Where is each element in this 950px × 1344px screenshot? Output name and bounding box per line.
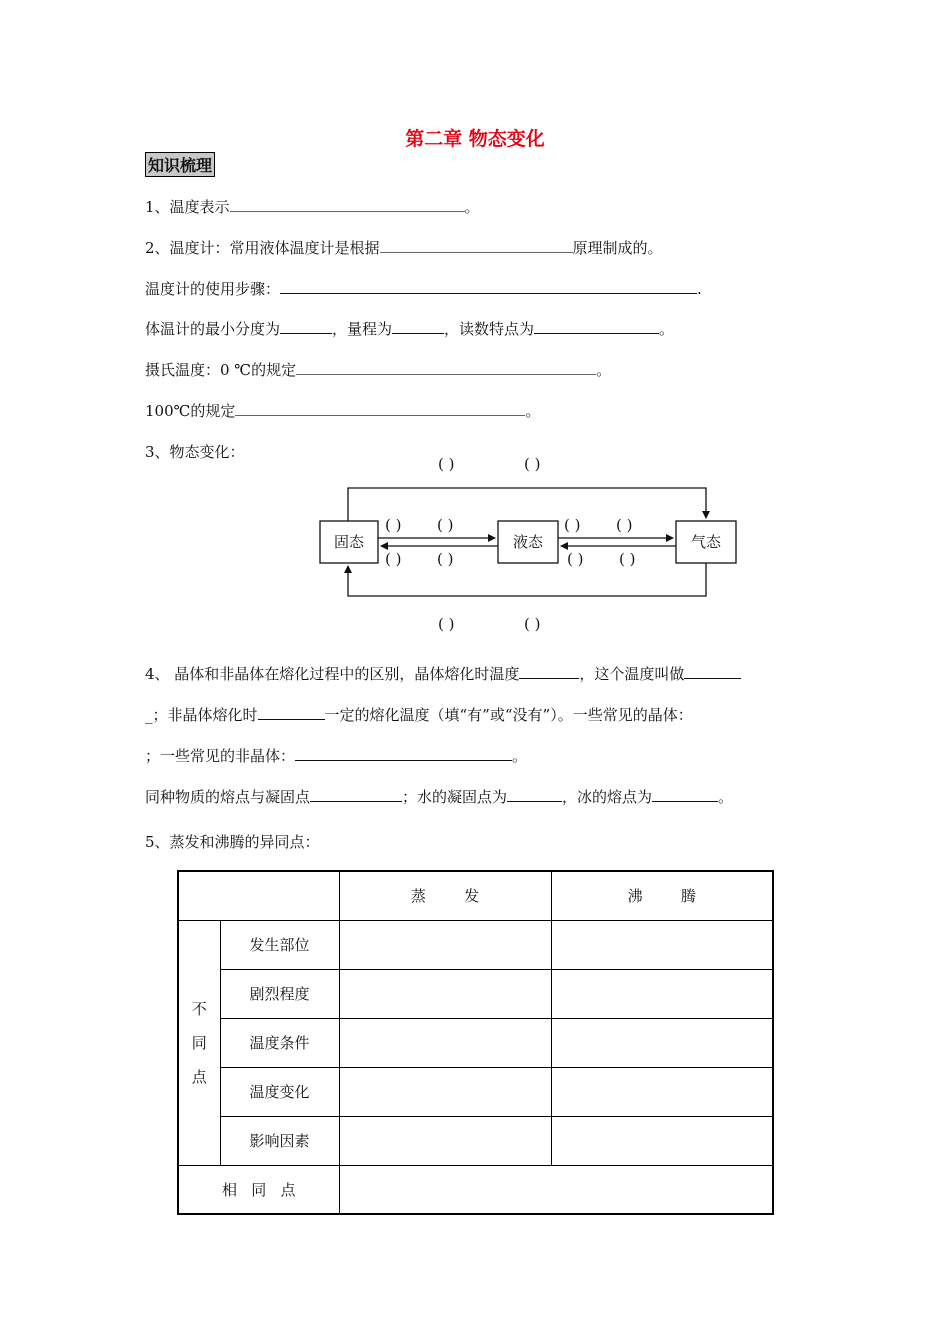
page-title: 第二章 物态变化 [405, 128, 545, 150]
q4-text-4: 一定的熔化温度（填“有”或“没有”）。一些常见的晶体： [324, 706, 693, 724]
mf-text-1: 同种物质的熔点与凝固点 [145, 788, 311, 806]
hundred-text: 100℃的规定 [145, 402, 236, 420]
top-paren-2: ( ) [524, 455, 541, 473]
freeze-paren-1: ( ) [385, 550, 402, 568]
q2-end: 原理制成的。 [572, 239, 663, 257]
question-4-cont [145, 704, 693, 725]
diff-char-3: 点 [191, 1067, 207, 1086]
bottom-paren-1: ( ) [438, 615, 455, 633]
steps-end: . [697, 280, 702, 298]
amorphous-example-blank[interactable] [295, 746, 512, 761]
clinical-text-1: 体温计的最小分度为 [145, 320, 281, 338]
hundred-end: 。 [525, 402, 541, 420]
vapor-paren-2: ( ) [616, 516, 633, 534]
q4-text-2: ，这个温度叫做 [579, 665, 685, 683]
solid-label: 固态 [333, 533, 365, 551]
cell-evap-location[interactable] [339, 920, 551, 969]
diff-char-1: 不 [191, 999, 207, 1018]
question-5: 5、蒸发和沸腾的异同点： [145, 833, 320, 851]
q4-text-1: 4、 晶体和非晶体在熔化过程中的区别，晶体熔化时温度 [145, 665, 520, 683]
table-row [178, 1018, 773, 1067]
clinical-end: 。 [659, 320, 675, 338]
mf-end: 。 [718, 788, 734, 806]
cell-boil-factors[interactable] [551, 1116, 773, 1165]
row-label-intensity: 剧烈程度 [220, 969, 339, 1018]
cell-evap-temp-condition[interactable] [339, 1018, 551, 1067]
desublimation-arrow [348, 563, 706, 596]
liquid-label: 液态 [512, 533, 544, 551]
table-header-row [178, 871, 773, 920]
clinical-text-3: ，读数特点为 [444, 320, 535, 338]
mf-blank-1[interactable] [310, 787, 402, 802]
amorphous-text: ；一些常见的非晶体： [145, 747, 296, 765]
amorphous-blank[interactable] [258, 705, 325, 720]
row-label-location: 发生部位 [220, 920, 339, 969]
row-label-temp-condition: 温度条件 [220, 1018, 339, 1067]
ice-melt-blank[interactable] [652, 787, 718, 802]
amorphous-end: 。 [512, 747, 528, 765]
table-row [178, 1116, 773, 1165]
similarities-label: 相 同 点 [178, 1165, 339, 1214]
cond-paren-2: ( ) [619, 550, 636, 568]
q4-text-3: _；非晶体熔化时 [145, 706, 258, 724]
header-empty-cell [178, 871, 339, 920]
gas-label: 气态 [690, 533, 722, 551]
header-boiling: 沸 腾 [551, 871, 773, 920]
mf-text-3: ，冰的熔点为 [562, 788, 653, 806]
table-row [178, 969, 773, 1018]
cell-evap-factors[interactable] [339, 1116, 551, 1165]
melting-freezing [145, 786, 733, 807]
top-paren-1: ( ) [438, 455, 455, 473]
mf-text-2: ；水的凝固点为 [402, 788, 508, 806]
cell-boil-temp-change[interactable] [551, 1067, 773, 1116]
section-label: 知识梳理 [145, 152, 215, 177]
comparison-table [177, 870, 774, 1215]
q2-text: 2、温度计：常用液体温度计是根据 [145, 239, 380, 257]
freeze-paren-2: ( ) [437, 550, 454, 568]
row-label-factors: 影响因素 [220, 1116, 339, 1165]
table-row [178, 920, 773, 969]
question-4 [145, 663, 741, 684]
cell-evap-intensity[interactable] [339, 969, 551, 1018]
row-label-temp-change: 温度变化 [220, 1067, 339, 1116]
vapor-paren-1: ( ) [564, 516, 581, 534]
zero-text: 摄氏温度：0 ℃的规定 [145, 361, 297, 379]
water-freeze-blank[interactable] [507, 787, 562, 802]
table-row [178, 1165, 773, 1214]
sublimation-arrow [348, 488, 706, 521]
bottom-paren-2: ( ) [524, 615, 541, 633]
melt-paren-2: ( ) [437, 516, 454, 534]
melt-temp-blank[interactable] [519, 664, 579, 679]
cell-boil-temp-condition[interactable] [551, 1018, 773, 1067]
question-3: 3、物态变化： [145, 443, 245, 461]
table-row [178, 1067, 773, 1116]
melt-paren-1: ( ) [385, 516, 402, 534]
zero-end: 。 [596, 361, 612, 379]
clinical-text-2: ，量程为 [332, 320, 393, 338]
melting-point-blank[interactable] [684, 664, 741, 679]
amorphous-examples [145, 745, 527, 766]
cell-evap-temp-change[interactable] [339, 1067, 551, 1116]
cell-similarities[interactable] [339, 1165, 773, 1214]
q1-text: 1、温度表示 [145, 198, 230, 216]
header-evaporation: 蒸 发 [339, 871, 551, 920]
diff-char-2: 同 [191, 1033, 207, 1052]
q1-end: 。 [464, 198, 480, 216]
steps-text: 温度计的使用步骤： [145, 280, 281, 298]
differences-label [178, 920, 220, 1165]
cell-boil-intensity[interactable] [551, 969, 773, 1018]
cond-paren-1: ( ) [567, 550, 584, 568]
cell-boil-location[interactable] [551, 920, 773, 969]
